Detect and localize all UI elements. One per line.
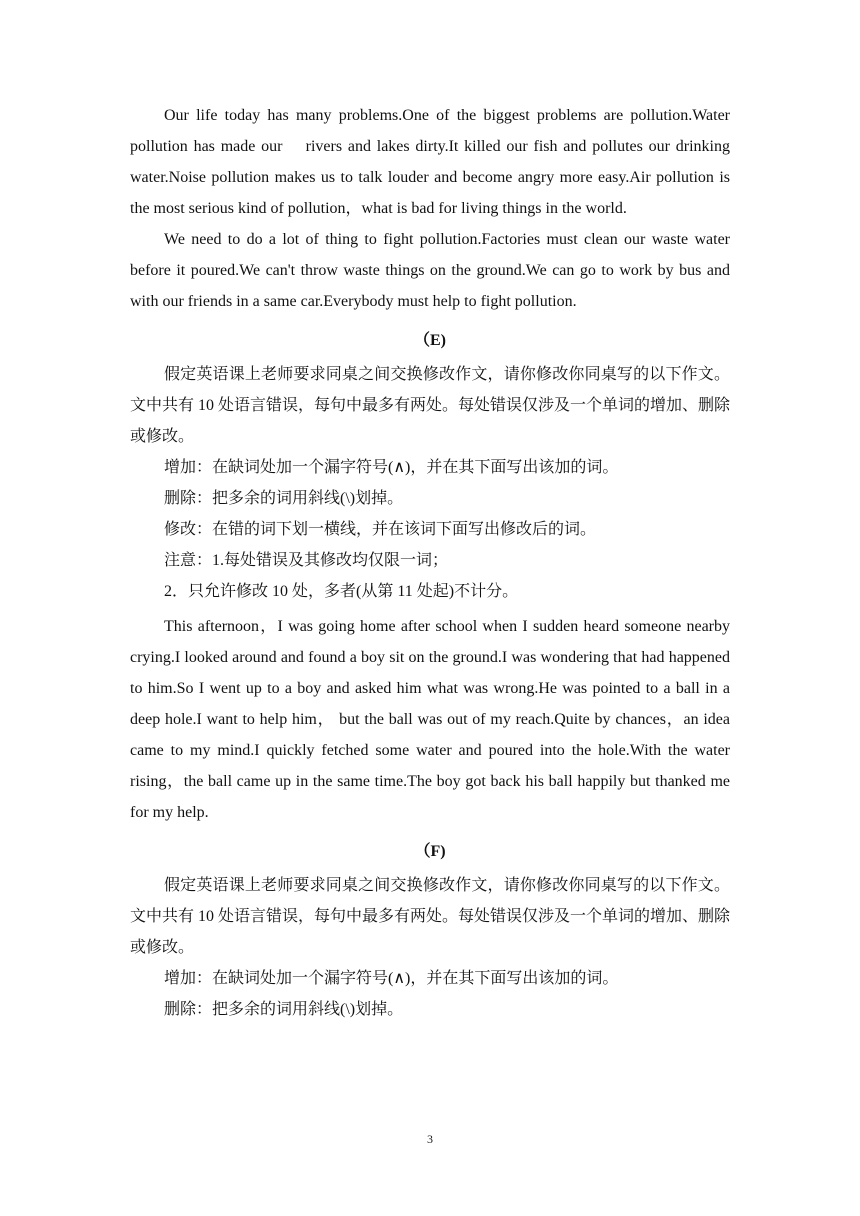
section-e-heading: （E): [413, 332, 446, 349]
section-e-passage: This afternoon，I was going home after school when I sudden heard someone nearby crying.I looked around and found a boy sit on the ground.I was wondering that had happened to him.So I went up to a boy and asked him what was wrong.He was pointed to a ball in a deep hole.I want to help him， but the ball was out of my reach.Quite by chances，an idea came to my mind.I quickly fetched some water and poured into the hole.With the water rising，the ball came up in the same time.The boy got back his ball happily but thanked me for my help.: [130, 618, 730, 821]
passage-d-paragraph-1: Our life today has many problems.One of the biggest problems are pollution.Water pollution has made our rivers and lakes dirty.It killed our fish and pollutes our drinking water.Noise pollution makes us to talk louder and become angry more easy.Air pollution is the most serious kind of pollution，what is bad for living things in the world.: [130, 107, 730, 217]
section-f-instructions: 假定英语课上老师要求同桌之间交换修改作文，请你修改你同桌写的以下作文。文中共有 10 处语言错误，每句中最多有两处。每处错误仅涉及一个单词的增加、删除或修改。: [130, 877, 731, 956]
section-e-note-1: 注意：1.每处错误及其修改均仅限一词；: [164, 552, 449, 569]
section-f-add-rule: 增加：在缺词处加一个漏字符号(∧)，并在其下面写出该加的词。: [164, 970, 619, 987]
section-f-heading: （F): [414, 843, 446, 860]
section-e-delete-rule: 删除：把多余的词用斜线(\)划掉。: [164, 490, 404, 507]
section-e-modify-rule: 修改：在错的词下划一横线，并在该词下面写出修改后的词。: [164, 521, 597, 538]
passage-d-paragraph-2: We need to do a lot of thing to fight pollution.Factories must clean our waste water before it poured.We can't throw waste things on the ground.We can go to work by bus and with our friends in a same car.Everybody must help to fight pollution.: [130, 231, 730, 310]
section-f-delete-rule: 删除：把多余的词用斜线(\)划掉。: [164, 1001, 404, 1018]
document-page: [130, 100, 730, 1025]
section-e-note-2: 2．只允许修改 10 处，多者(从第 11 处起)不计分。: [164, 583, 519, 600]
section-e-add-rule: 增加：在缺词处加一个漏字符号(∧)，并在其下面写出该加的词。: [164, 459, 619, 476]
section-e-instructions: 假定英语课上老师要求同桌之间交换修改作文，请你修改你同桌写的以下作文。文中共有 10 处语言错误，每句中最多有两处。每处错误仅涉及一个单词的增加、删除或修改。: [130, 366, 731, 445]
page-number: 3: [427, 1132, 433, 1146]
